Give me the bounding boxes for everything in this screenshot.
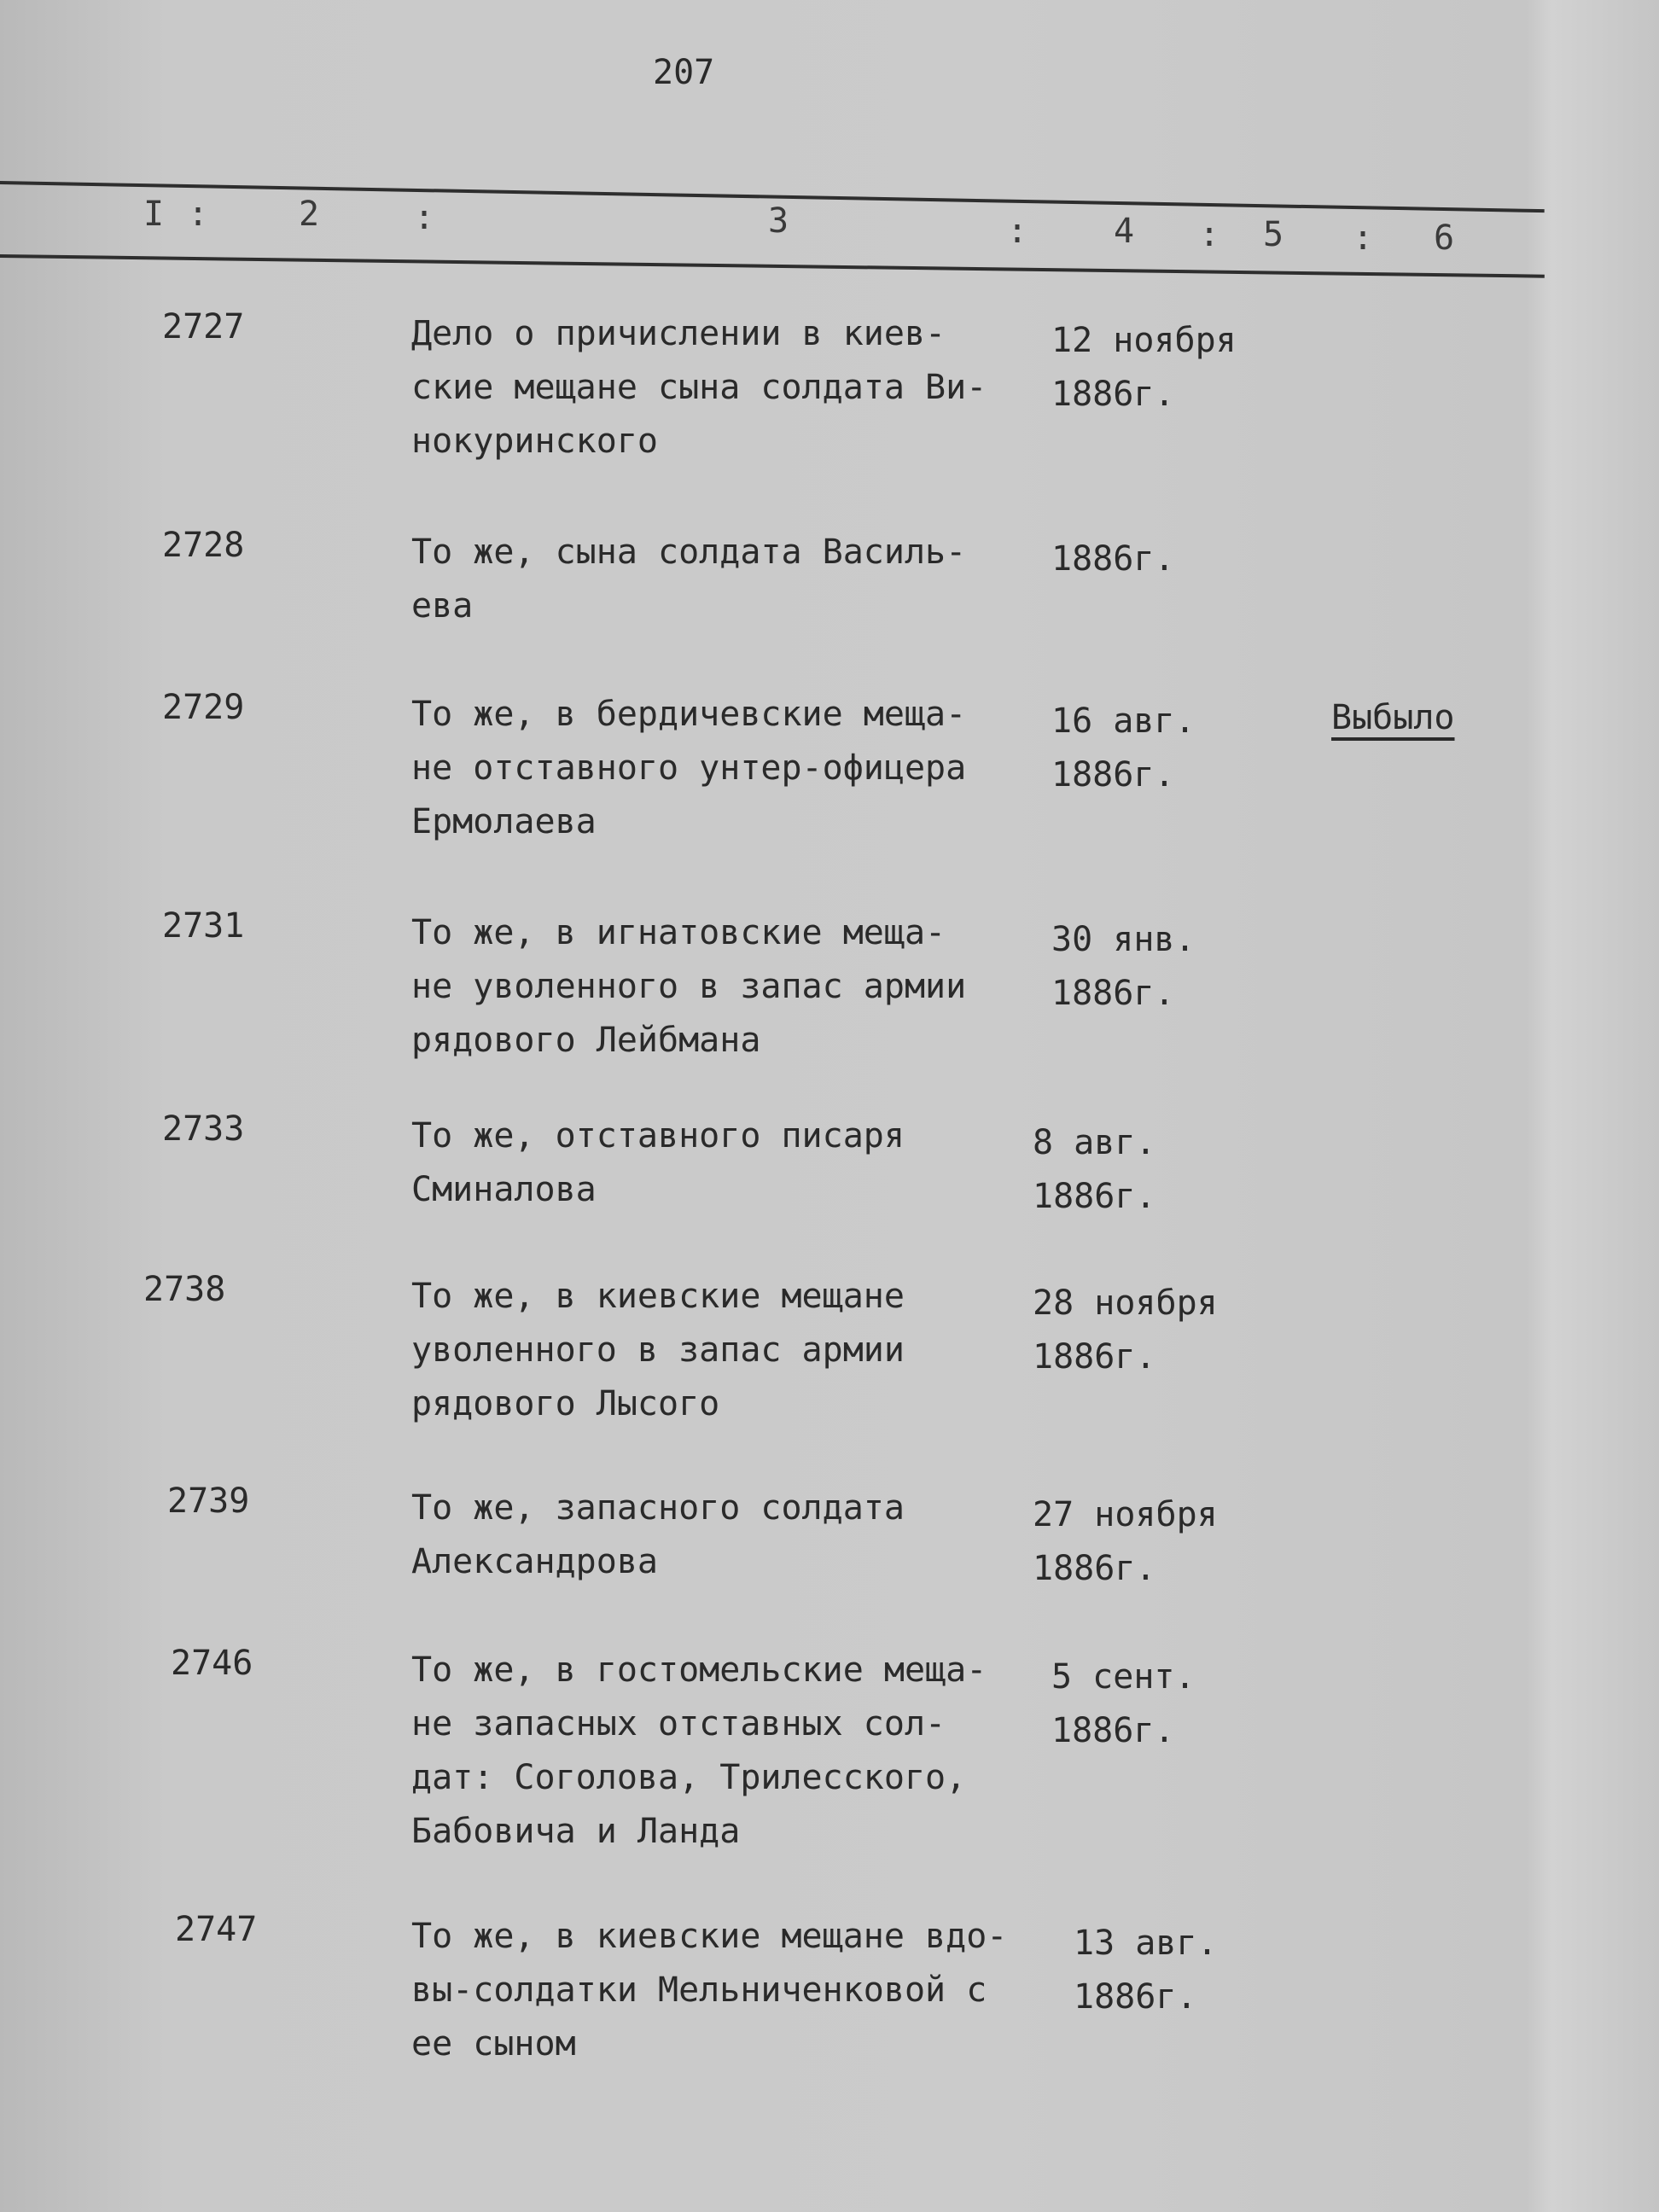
date-line: 28 ноября <box>1033 1284 1218 1323</box>
date-line: 8 авг. <box>1033 1123 1156 1162</box>
item-date <box>1074 1917 1218 2024</box>
item-description <box>411 1109 905 1217</box>
description-line: не запасных отставных сол- <box>411 1704 946 1743</box>
item-date <box>1051 1650 1196 1758</box>
date-line: 1886г. <box>1051 974 1175 1013</box>
item-date <box>1033 1488 1218 1596</box>
header-bottom-rule <box>0 254 1545 278</box>
col-header-5: 5 <box>1263 215 1284 254</box>
date-line: 1886г. <box>1051 1711 1175 1750</box>
item-description <box>411 307 987 469</box>
date-line: 1886г. <box>1051 375 1175 414</box>
description-line: не отставного унтер-офицера <box>411 748 967 788</box>
date-line: 16 авг. <box>1051 701 1196 741</box>
description-line: ские мещане сына солдата Ви- <box>411 368 987 407</box>
col-header-3: 3 <box>768 201 789 241</box>
item-date <box>1051 913 1196 1021</box>
description-line: То же, отставного писаря <box>411 1116 905 1155</box>
item-number: 2727 <box>162 307 245 346</box>
description-line: рядового Лейбмана <box>411 1021 761 1060</box>
item-description <box>411 1481 905 1589</box>
col-sep: : <box>1199 215 1220 254</box>
item-number: 2738 <box>143 1270 226 1309</box>
item-date <box>1051 695 1196 802</box>
col-sep: : <box>1353 218 1374 258</box>
item-note: Выбыло <box>1331 698 1455 737</box>
item-number: 2733 <box>162 1109 245 1149</box>
description-line: вы-солдатки Мельниченковой с <box>411 1970 987 2010</box>
description-line: не уволенного в запас армии <box>411 967 967 1006</box>
date-line: 1886г. <box>1051 755 1175 795</box>
item-number: 2729 <box>162 688 245 727</box>
description-line: рядового Лысого <box>411 1384 720 1423</box>
description-line: Дело о причислении в киев- <box>411 314 946 353</box>
col-sep: : <box>188 195 209 234</box>
item-description <box>411 688 966 849</box>
date-line: 27 ноября <box>1033 1495 1218 1534</box>
description-line: То же, в игнатовские меща- <box>411 913 946 952</box>
col-header-6: 6 <box>1434 218 1455 258</box>
date-line: 1886г. <box>1051 539 1175 579</box>
item-date <box>1051 533 1175 586</box>
col-header-2: 2 <box>299 195 320 234</box>
date-line: 5 сент. <box>1051 1657 1196 1697</box>
date-line: 13 авг. <box>1074 1924 1218 1963</box>
description-line: ева <box>411 586 474 626</box>
item-date <box>1033 1277 1218 1384</box>
description-line: дат: Соголова, Трилесского, <box>411 1758 967 1797</box>
col-header-4: 4 <box>1114 212 1135 251</box>
item-description <box>411 1270 905 1431</box>
item-number: 2731 <box>162 906 245 946</box>
item-description <box>411 1644 987 1859</box>
description-line: То же, в гостомельские меща- <box>411 1650 987 1690</box>
description-line: То же, сына солдата Василь- <box>411 533 967 572</box>
item-number: 2739 <box>167 1481 250 1521</box>
description-line: То же, в киевские мещане <box>411 1277 905 1316</box>
item-number: 2746 <box>171 1644 253 1683</box>
description-line: То же, запасного солдата <box>411 1488 905 1528</box>
item-date <box>1033 1116 1156 1224</box>
description-line: Ермолаева <box>411 802 597 841</box>
date-line: 1886г. <box>1033 1549 1156 1588</box>
item-description <box>411 906 966 1068</box>
date-line: 30 янв. <box>1051 920 1196 959</box>
description-line: Сминалова <box>411 1170 597 1209</box>
description-line: Александрова <box>411 1542 658 1581</box>
col-sep: : <box>414 198 435 237</box>
col-sep: : <box>1007 212 1028 251</box>
description-line: ее сыном <box>411 2024 576 2064</box>
description-line: уволенного в запас армии <box>411 1330 905 1370</box>
date-line: 1886г. <box>1033 1337 1156 1377</box>
item-date <box>1051 314 1237 422</box>
description-line: нокуринского <box>411 422 658 461</box>
page-number: 207 <box>653 53 715 92</box>
description-line: Бабовича и Ланда <box>411 1812 741 1851</box>
item-description <box>411 1910 1007 2071</box>
date-line: 12 ноября <box>1051 321 1237 360</box>
col-header-1: I <box>143 195 165 234</box>
item-description <box>411 526 966 633</box>
description-line: То же, в бердичевские меща- <box>411 695 967 734</box>
description-line: То же, в киевские мещане вдо- <box>411 1917 1008 1956</box>
item-number: 2747 <box>175 1910 258 1949</box>
date-line: 1886г. <box>1033 1177 1156 1216</box>
date-line: 1886г. <box>1074 1977 1197 2017</box>
item-number: 2728 <box>162 526 245 565</box>
